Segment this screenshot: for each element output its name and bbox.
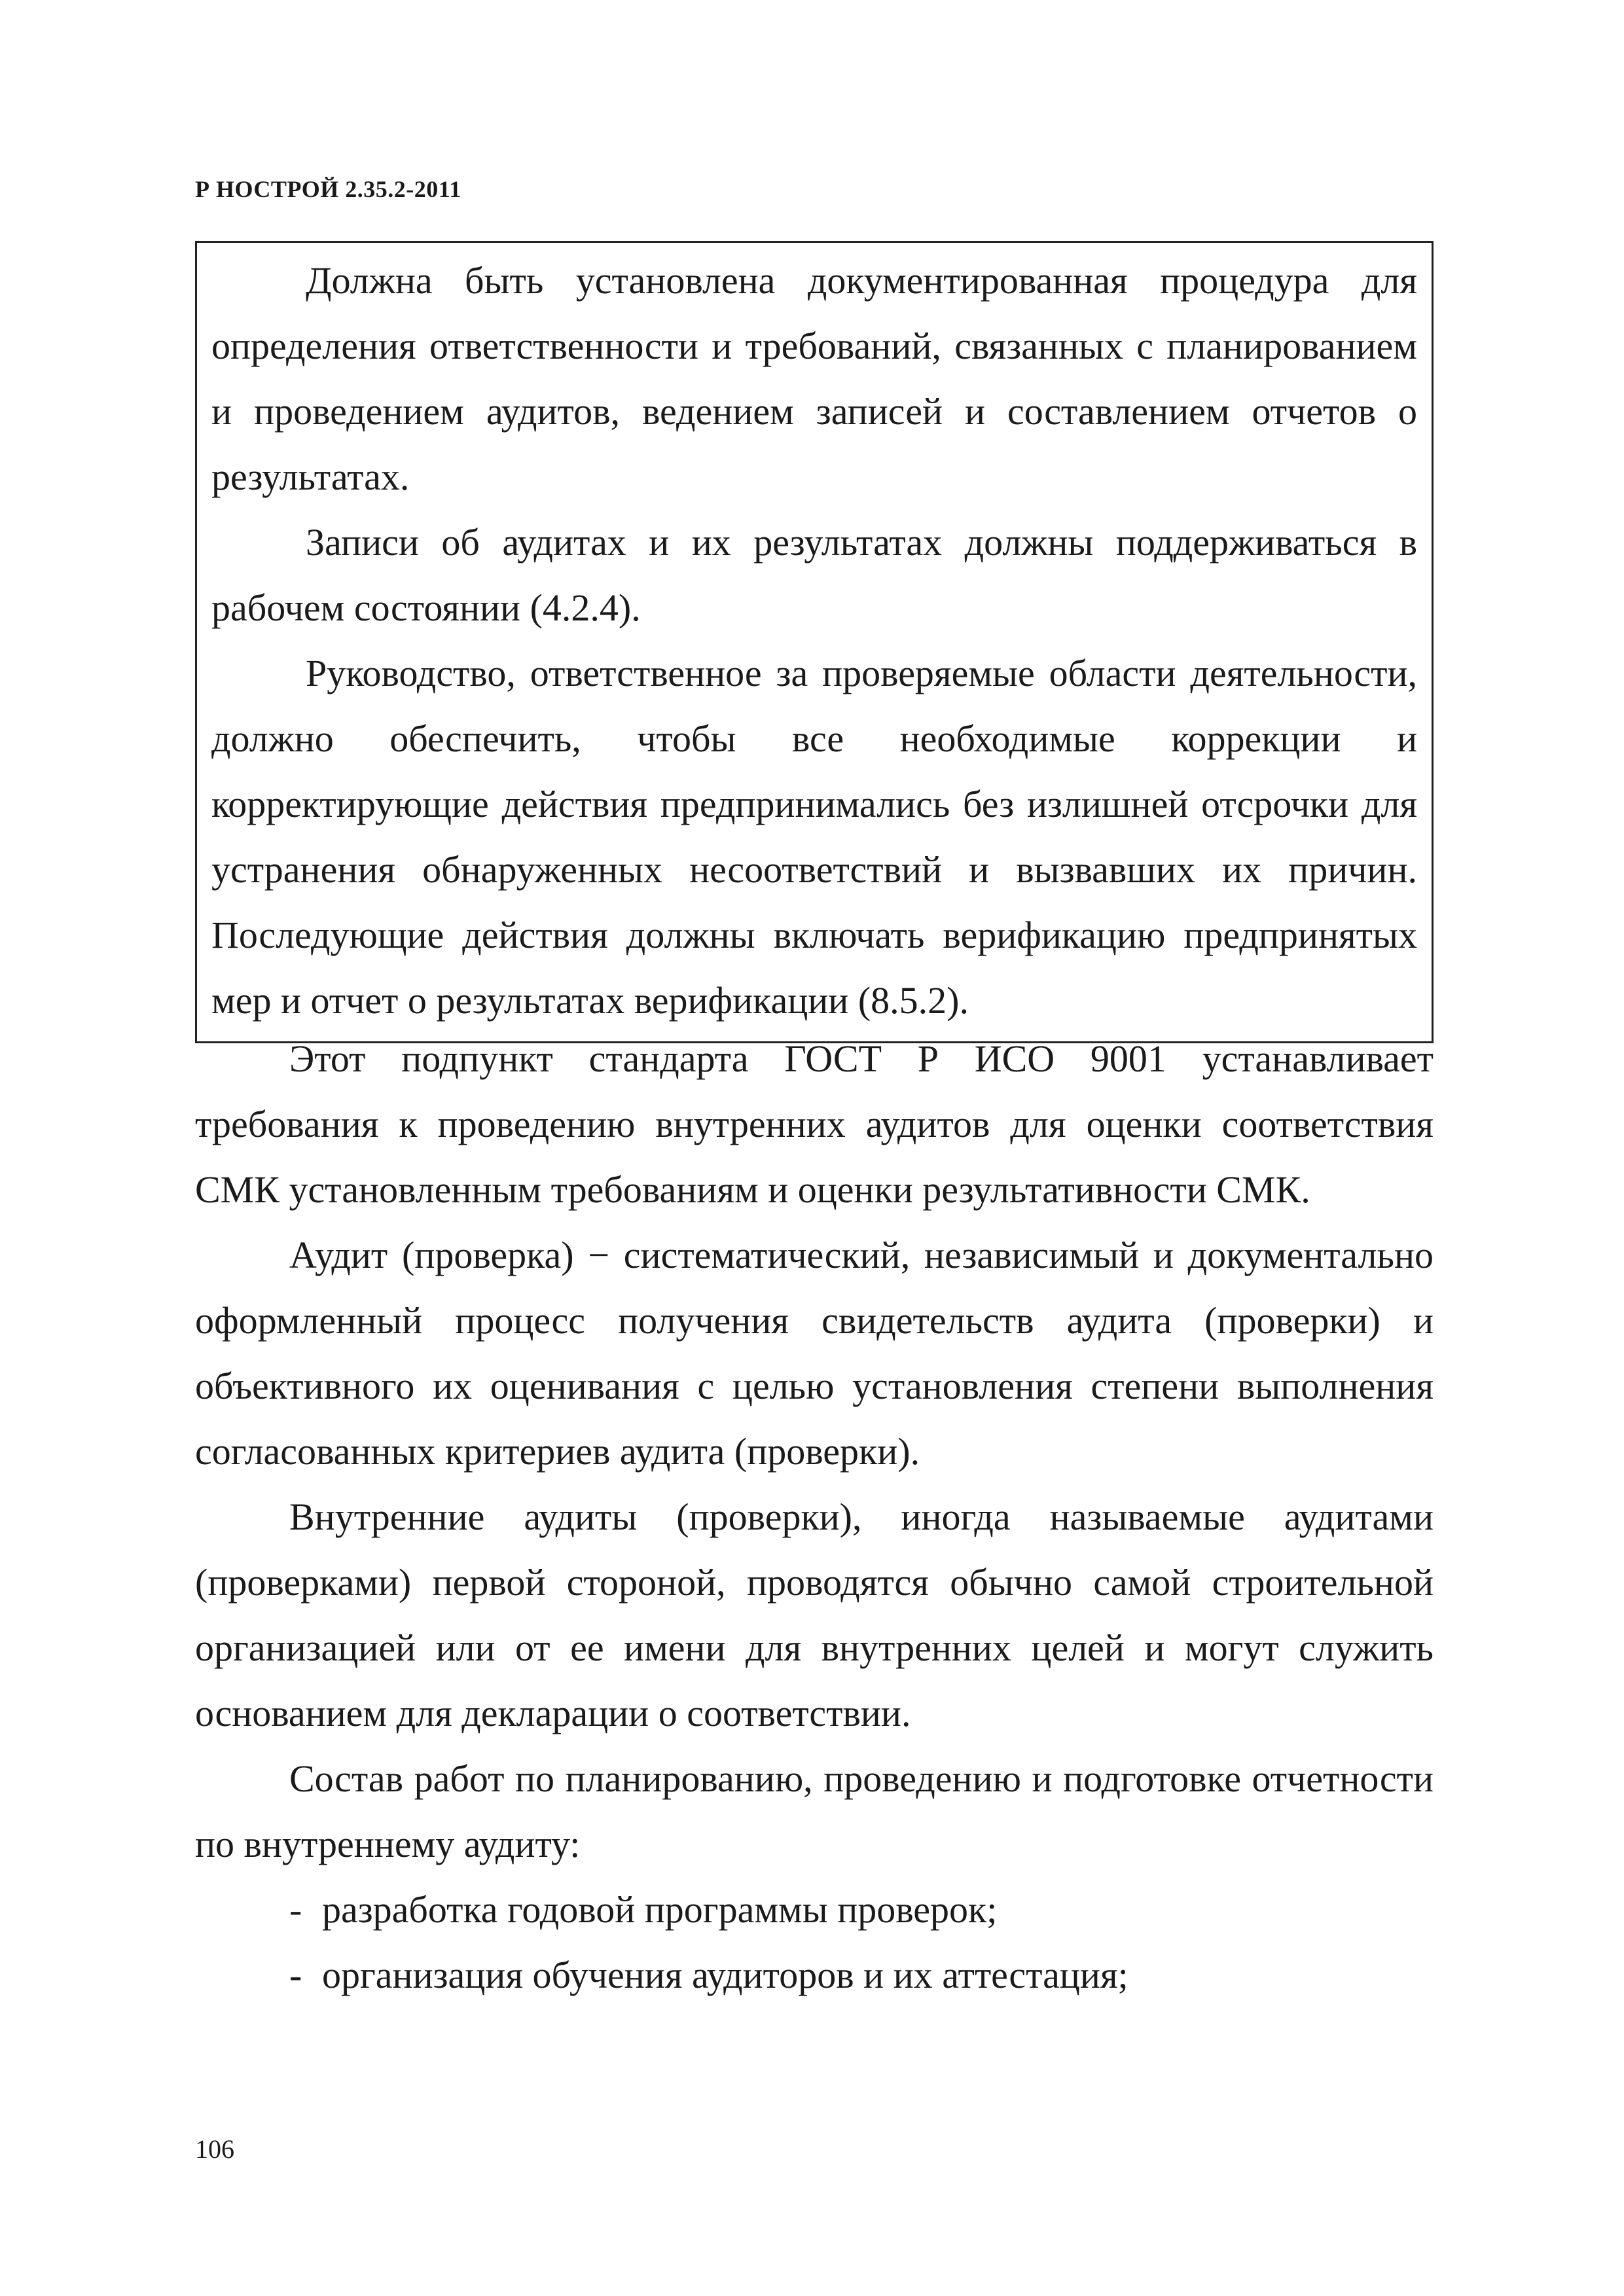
list-marker: -	[289, 1888, 302, 1931]
body-paragraph-1: Этот подпункт стандарта ГОСТ Р ИСО 9001 устанавливает требования к проведению внутренних аудитов для оценки соответствия СМК установленным требованиям и оценки результативности СМК.	[195, 1037, 1434, 1211]
quote-paragraph-2: Записи об аудитах и их результатах должны поддерживаться в рабочем состоянии (4.2.4).	[211, 521, 1417, 629]
list-item-text: организация обучения аудиторов и их аттестация;	[322, 1954, 1128, 1996]
quote-paragraph-3: Руководство, ответственное за проверяемые области деятельности, должно обеспечить, чтобы все необходимые коррекции и корректирующие действия предпринимались без излишней отсрочки для устранения обнаруженных несоответствий и вызвавших их причин. Последующие действия должны включать верификацию предпринятых мер и отчет о результатах верификации (8.5.2).	[211, 652, 1417, 1022]
document-code-header: Р НОСТРОЙ 2.35.2-2011	[195, 176, 461, 202]
body-paragraph-2: Аудит (проверка) − систематический, независимый и документально оформленный процесс получения свидетельств аудита (проверки) и объективного их оценивания с целью установления степени выполнения согласованных критериев аудита (проверки).	[195, 1234, 1434, 1473]
boxed-standard-quote	[195, 241, 1434, 1043]
list-marker: -	[289, 1954, 302, 1996]
body-text	[195, 1026, 1434, 2008]
page-number: 106	[195, 2134, 234, 2164]
body-paragraph-3: Внутренние аудиты (проверки), иногда называемые аудитами (проверками) первой стороной, проводятся обычно самой строительной организацией или от ее имени для внутренних целей и могут служить основанием для декларации о соответствии.	[195, 1496, 1434, 1734]
list-item	[195, 1877, 1434, 1943]
list-item	[195, 1943, 1434, 2008]
work-list	[195, 1877, 1434, 2008]
quote-paragraph-1: Должна быть установлена документированная процедура для определения ответственности и требований, связанных с планированием и проведением аудитов, ведением записей и составлением отчетов о результатах.	[211, 259, 1417, 498]
body-paragraph-4: Состав работ по планированию, проведению и подготовке отчетности по внутреннему аудиту:	[195, 1757, 1434, 1865]
list-item-text: разработка годовой программы проверок;	[322, 1888, 998, 1931]
